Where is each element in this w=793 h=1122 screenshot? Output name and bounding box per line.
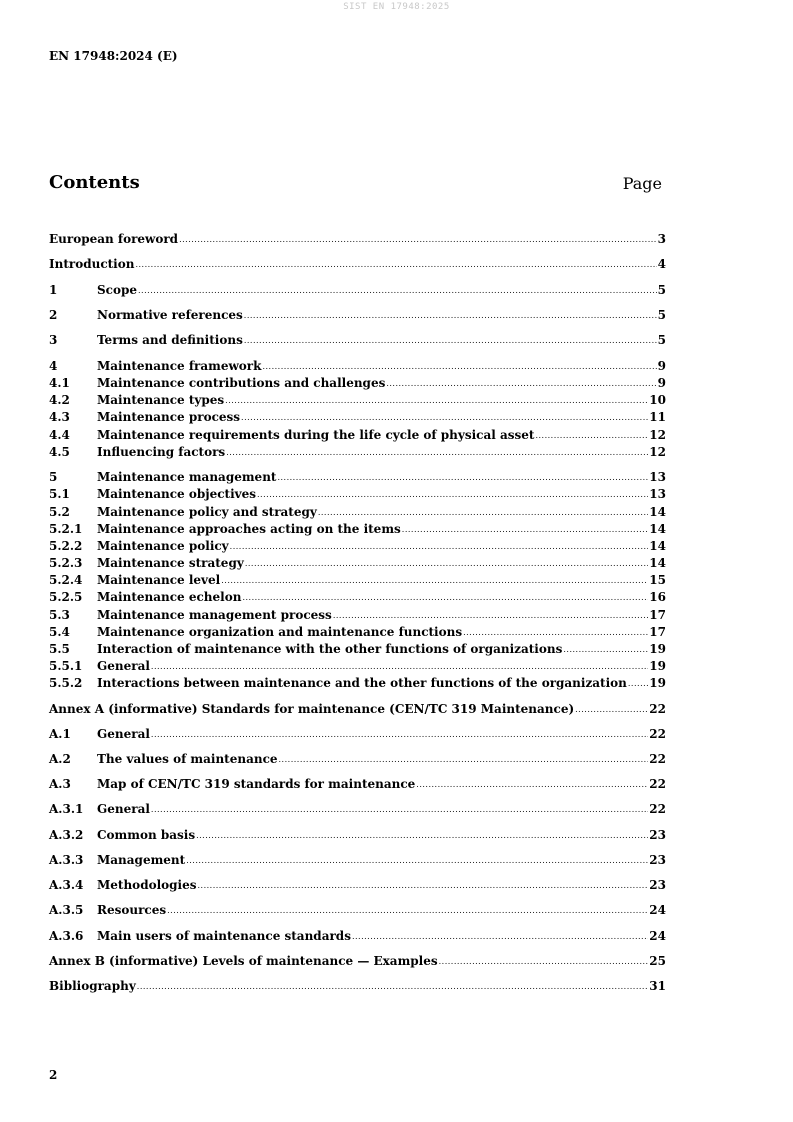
toc-entry-number: 3 — [49, 333, 58, 347]
toc-entry[interactable] — [49, 358, 666, 375]
toc-entry-page: 22 — [649, 752, 666, 766]
toc-entry-number: 5.2.1 — [49, 522, 83, 536]
toc-entry-number: 4.3 — [49, 410, 70, 424]
toc-entry-page: 9 — [657, 359, 666, 373]
toc-dot-leader — [628, 675, 648, 692]
toc-entry[interactable] — [49, 231, 666, 248]
toc-entry[interactable] — [49, 953, 666, 970]
toc-entry[interactable] — [49, 624, 666, 641]
toc-entry-title: Maintenance policy — [97, 539, 229, 553]
toc-entry-title: Maintenance policy and strategy — [97, 505, 317, 519]
toc-entry[interactable] — [49, 902, 666, 919]
toc-entry-number: A.3.6 — [49, 929, 84, 943]
toc-entry-page: 22 — [649, 777, 666, 791]
toc-entry-page: 14 — [649, 522, 666, 536]
toc-entry-page: 19 — [649, 659, 666, 673]
toc-entry[interactable] — [49, 701, 666, 718]
toc-entry-title: Common basis — [97, 828, 196, 842]
toc-dot-leader — [416, 776, 648, 793]
toc-entry-title: Methodologies — [97, 878, 197, 892]
toc-entry-number: 4.4 — [49, 428, 70, 442]
toc-dot-leader — [402, 521, 649, 538]
toc-dot-leader — [230, 538, 649, 555]
toc-dot-leader — [318, 504, 648, 521]
toc-entry-page: 24 — [649, 929, 666, 943]
toc-entry-number: A.1 — [49, 727, 71, 741]
toc-entry-page: 5 — [657, 308, 666, 322]
toc-entry-page: 22 — [649, 802, 666, 816]
toc-entry[interactable] — [49, 538, 666, 555]
toc-entry-title: General — [97, 802, 150, 816]
toc-dot-leader — [279, 751, 649, 768]
toc-entry-page: 4 — [657, 257, 666, 271]
toc-entry-page: 13 — [649, 470, 666, 484]
toc-dot-leader — [277, 469, 648, 486]
toc-entry[interactable] — [49, 444, 666, 461]
toc-entry-number: 4 — [49, 359, 58, 373]
toc-entry-page: 17 — [649, 608, 666, 622]
toc-entry-page: 24 — [649, 903, 666, 917]
toc-entry-title: Maintenance management process — [97, 608, 332, 622]
toc-entry-number: 5.5 — [49, 642, 70, 656]
toc-dot-leader — [167, 902, 648, 919]
toc-dot-leader — [352, 928, 648, 945]
toc-dot-leader — [262, 358, 656, 375]
toc-dot-leader — [386, 375, 656, 392]
toc-dot-leader — [151, 658, 648, 675]
toc-entry-title: Maintenance approaches acting on the items — [97, 522, 401, 536]
toc-entry-page: 23 — [649, 828, 666, 842]
toc-entry-page: 19 — [649, 676, 666, 690]
toc-entry-title: Annex A (informative) Standards for maintenance (CEN/TC 319 Maintenance) — [49, 702, 575, 716]
toc-entry-page: 31 — [649, 979, 666, 993]
toc-dot-leader — [244, 332, 657, 349]
toc-entry-title: Introduction — [49, 257, 135, 271]
toc-entry[interactable] — [49, 282, 666, 299]
toc-entry-title: Maintenance types — [97, 393, 225, 407]
toc-entry-title: General — [97, 659, 150, 673]
page-column-label: Page — [622, 174, 662, 193]
toc-entry-page: 10 — [649, 393, 666, 407]
toc-entry-page: 14 — [649, 539, 666, 553]
toc-dot-leader — [241, 409, 648, 426]
toc-entry[interactable] — [49, 332, 666, 349]
toc-dot-leader — [463, 624, 648, 641]
toc-entry[interactable] — [49, 572, 666, 589]
toc-dot-leader — [245, 555, 648, 572]
toc-entry-number: A.3.3 — [49, 853, 84, 867]
toc-entry-number: 4.1 — [49, 376, 70, 390]
toc-entry[interactable] — [49, 827, 666, 844]
toc-entry[interactable] — [49, 641, 666, 658]
toc-dot-leader — [151, 726, 648, 743]
toc-dot-leader — [226, 444, 648, 461]
toc-entry[interactable] — [49, 427, 666, 444]
toc-dot-leader — [535, 427, 648, 444]
toc-entry[interactable] — [49, 486, 666, 503]
toc-entry[interactable] — [49, 589, 666, 606]
toc-entry-page: 5 — [657, 283, 666, 297]
toc-entry-page: 22 — [649, 702, 666, 716]
toc-dot-leader — [138, 282, 657, 299]
toc-entry[interactable] — [49, 469, 666, 486]
toc-dot-leader — [244, 307, 657, 324]
toc-entry-page: 12 — [649, 428, 666, 442]
toc-entry-number: 5.3 — [49, 608, 70, 622]
toc-entry-number: 1 — [49, 283, 58, 297]
toc-entry[interactable] — [49, 978, 666, 995]
toc-entry-number: 5.2.3 — [49, 556, 83, 570]
toc-entry-title: European foreword — [49, 232, 179, 246]
toc-entry-title: Main users of maintenance standards — [97, 929, 351, 943]
toc-entry-title: Influencing factors — [97, 445, 226, 459]
toc-entry-number: 5 — [49, 470, 58, 484]
toc-entry-page: 16 — [649, 590, 666, 604]
document-id: EN 17948:2024 (E) — [49, 49, 178, 63]
toc-entry-number: 4.5 — [49, 445, 70, 459]
toc-entry[interactable] — [49, 658, 666, 675]
toc-entry-title: Maintenance strategy — [97, 556, 244, 570]
toc-entry[interactable] — [49, 409, 666, 426]
toc-dot-leader — [242, 589, 648, 606]
toc-entry-page: 23 — [649, 878, 666, 892]
toc-entry-number: A.3.4 — [49, 878, 84, 892]
toc-entry-page: 17 — [649, 625, 666, 639]
toc-entry-title: Map of CEN/TC 319 standards for maintenance — [97, 777, 416, 791]
toc-entry-number: 5.4 — [49, 625, 70, 639]
toc-entry-title: Maintenance organization and maintenance functions — [97, 625, 463, 639]
toc-entry-title: Maintenance contributions and challenges — [97, 376, 386, 390]
toc-entry-page: 9 — [657, 376, 666, 390]
toc-entry-title: Interaction of maintenance with the other functions of organizations — [97, 642, 563, 656]
toc-entry-page: 23 — [649, 853, 666, 867]
toc-entry-number: 5.2.5 — [49, 590, 83, 604]
toc-entry[interactable] — [49, 776, 666, 793]
toc-entry[interactable] — [49, 852, 666, 869]
toc-entry[interactable] — [49, 256, 666, 273]
toc-entry-number: A.3.1 — [49, 802, 84, 816]
page-number: 2 — [49, 1068, 58, 1082]
toc-entry-number: 5.2.2 — [49, 539, 83, 553]
toc-entry-title: Maintenance objectives — [97, 487, 257, 501]
toc-dot-leader — [137, 978, 649, 995]
toc-entry-page: 25 — [649, 954, 666, 968]
toc-entry[interactable] — [49, 751, 666, 768]
toc-entry-title: Maintenance requirements during the life cycle of physical asset — [97, 428, 535, 442]
toc-dot-leader — [198, 877, 649, 894]
toc-entry-number: 4.2 — [49, 393, 70, 407]
toc-dot-leader — [333, 607, 648, 624]
toc-entry[interactable] — [49, 928, 666, 945]
toc-entry[interactable] — [49, 307, 666, 324]
toc-entry-number: 2 — [49, 308, 58, 322]
toc-entry-number: 5.5.1 — [49, 659, 83, 673]
toc-entry-page: 5 — [657, 333, 666, 347]
toc-entry[interactable] — [49, 521, 666, 538]
toc-entry-title: Normative references — [97, 308, 243, 322]
watermark: SIST EN 17948:2025 — [343, 2, 450, 12]
toc-dot-leader — [196, 827, 648, 844]
toc-entry-number: A.3.2 — [49, 828, 84, 842]
toc-dot-leader — [221, 572, 648, 589]
toc-entry-number: A.3.5 — [49, 903, 84, 917]
toc-entry-number: 5.5.2 — [49, 676, 83, 690]
toc-entry-page: 14 — [649, 556, 666, 570]
toc-entry-page: 14 — [649, 505, 666, 519]
toc-entry[interactable] — [49, 877, 666, 894]
toc-entry-title: Maintenance process — [97, 410, 241, 424]
toc-dot-leader — [135, 256, 656, 273]
toc-entry-number: A.2 — [49, 752, 71, 766]
toc-entry[interactable] — [49, 504, 666, 521]
toc-entry-number: 5.1 — [49, 487, 70, 501]
toc-entry-title: Annex B (informative) Levels of maintenance — Examples — [49, 954, 438, 968]
toc-entry-title: General — [97, 727, 150, 741]
toc-dot-leader — [225, 392, 648, 409]
toc-entry-title: Bibliography — [49, 979, 136, 993]
toc-entry-page: 15 — [649, 573, 666, 587]
contents-heading: Contents — [49, 172, 140, 193]
toc-dot-leader — [563, 641, 648, 658]
toc-dot-leader — [257, 486, 648, 503]
toc-entry-number: 5.2.4 — [49, 573, 83, 587]
toc-entry-title: Interactions between maintenance and the other functions of the organization — [97, 676, 627, 690]
toc-entry-title: Maintenance framework — [97, 359, 262, 373]
toc-entry-title: Maintenance echelon — [97, 590, 242, 604]
toc-entry-title: Resources — [97, 903, 167, 917]
toc-entry-number: A.3 — [49, 777, 71, 791]
toc-entry[interactable] — [49, 801, 666, 818]
toc-entry-page: 22 — [649, 727, 666, 741]
toc-entry[interactable] — [49, 607, 666, 624]
toc-entry[interactable] — [49, 726, 666, 743]
toc-entry-title: The values of maintenance — [97, 752, 278, 766]
toc-entry-title: Maintenance management — [97, 470, 277, 484]
toc-dot-leader — [186, 852, 648, 869]
toc-entry-title: Management — [97, 853, 186, 867]
toc-entry[interactable] — [49, 555, 666, 572]
toc-entry-page: 3 — [657, 232, 666, 246]
toc-entry-title: Scope — [97, 283, 138, 297]
toc-entry-number: 5.2 — [49, 505, 70, 519]
toc-dot-leader — [151, 801, 648, 818]
toc-dot-leader — [179, 231, 657, 248]
toc-entry[interactable] — [49, 392, 666, 409]
toc-entry-title: Terms and definitions — [97, 333, 243, 347]
toc-entry[interactable] — [49, 675, 666, 692]
toc-entry-page: 19 — [649, 642, 666, 656]
toc-entry[interactable] — [49, 375, 666, 392]
toc-dot-leader — [439, 953, 649, 970]
toc-entry-page: 11 — [649, 410, 666, 424]
toc-entry-title: Maintenance level — [97, 573, 221, 587]
toc-entry-page: 12 — [649, 445, 666, 459]
toc-dot-leader — [575, 701, 648, 718]
toc-entry-page: 13 — [649, 487, 666, 501]
